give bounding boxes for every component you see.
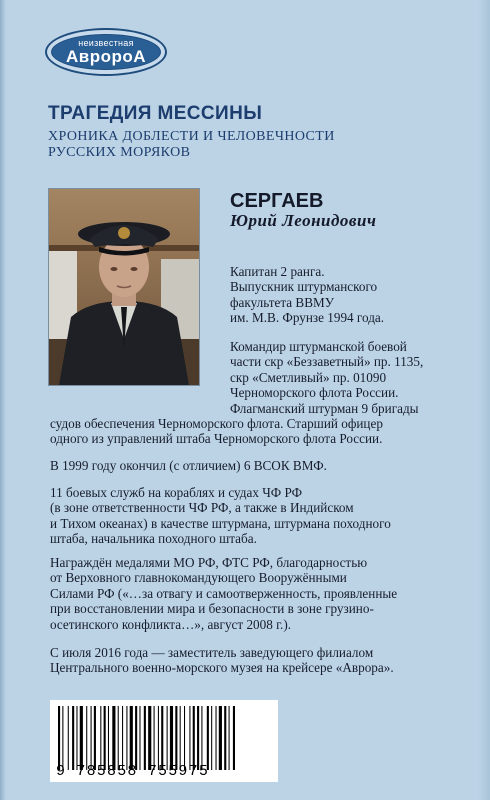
barcode-bars [50,706,278,770]
bio-line: судов обеспечения Черноморского флота. Старший офицер [50,416,383,431]
isbn-barcode [50,700,278,782]
barcode-bar [184,706,185,770]
barcode-digits: 9 785858 755975 [56,763,210,780]
barcode-bar [100,706,101,770]
barcode-bar [193,706,195,770]
bio-line: одного из управлений штаба Черноморского флота России. [50,431,383,447]
author-name: Юрий Леонидович [230,211,377,230]
bio-line: 11 боевых служб на кораблях и судах ЧФ РФ [50,485,303,500]
barcode-bar [189,706,190,770]
cover-edge [478,0,490,800]
logo-big-text: АвророА [65,47,147,66]
barcode-bar [58,706,60,770]
bio-line: (в зоне ответственности ЧФ РФ, а также в Индийском [50,500,354,516]
bio-line: и Тихом океанах) в качестве штурмана, штурмана походного [50,515,391,531]
barcode-bar [180,706,181,770]
bio-line: при восстановлении мира и безопасности в зоне грузино- [50,601,374,617]
barcode-bar [224,706,226,770]
bio-line: части скр «Беззаветный» пр. 1135, [230,354,424,370]
barcode-bar [158,706,159,770]
barcode-bar [68,706,69,770]
barcode-bar [126,706,127,770]
bio-line: факультета ВВМУ [230,294,335,310]
barcode-bar [219,706,222,770]
bio-line: Черноморского флота России. [230,385,399,401]
barcode-bar [86,706,87,770]
bio-paragraph [230,264,450,326]
barcode-bar [167,706,168,770]
barcode-bar [207,706,209,770]
bio-line: осетинского конфликта…», август 2008 г.). [50,616,292,632]
publisher-logo [45,28,167,76]
bio-line: Центрального военно-морского музея на крейсере «Аврора». [50,660,394,676]
bio-line: скр «Сметливый» пр. 01090 [230,369,387,385]
barcode-bar [80,706,83,770]
barcode-bar [229,706,230,770]
bio-paragraph [50,485,460,547]
subtitle-line: РУССКИХ МОРЯКОВ [48,145,191,160]
bio-line: Силами РФ («…за отвагу и самоотверженность, проявленные [50,585,398,601]
barcode-bar [130,706,133,770]
barcode-bar [161,706,163,770]
bio-line: Капитан 2 ранга. [230,264,325,279]
bio-paragraph [50,458,460,473]
barcode-bar [76,706,77,770]
barcode-bar [233,706,235,770]
subtitle-line: ХРОНИКА ДОБЛЕСТИ И ЧЕЛОВЕЧНОСТИ [48,129,335,144]
bio-line: Флагманский штурман 9 бригады [230,400,419,416]
logo-small-text: неизвестная [78,38,134,48]
spine-edge [0,0,6,800]
barcode-bar [135,706,137,770]
bio-line: В 1999 году окончил (с отличием) 6 ВСОК ВМФ. [50,458,327,473]
barcode-bar [72,706,74,770]
barcode-bar [112,706,115,770]
bio-paragraph [50,416,460,447]
bio-paragraph [230,339,460,416]
barcode-bar [201,706,202,770]
bio-line: от Верховного главнокомандующего Вооружёнными [50,570,347,586]
barcode-bar [148,706,151,770]
barcode-bar [108,706,109,770]
book-subtitle [48,129,428,161]
barcode-bar [118,706,119,770]
barcode-bar [91,706,92,770]
barcode-bar [154,706,155,770]
barcode-bar [211,706,212,770]
bio-paragraph [50,555,460,632]
barcode-bar [62,706,63,770]
book-title: ТРАГЕДИЯ МЕССИНЫ [48,103,263,124]
barcode-bar [170,706,173,770]
barcode-bar [216,706,217,770]
bio-line: Командир штурманской боевой [230,339,407,354]
barcode-bar [104,706,106,770]
barcode-bar [197,706,199,770]
barcode-bar [144,706,146,770]
author-photo [48,188,200,386]
barcode-bar [139,706,140,770]
bio-line: Выпускник штурманского [230,279,378,295]
bio-paragraph [50,645,470,676]
barcode-bar [94,706,96,770]
barcode-bar [122,706,123,770]
author-surname: СЕРГАЕВ [230,190,324,212]
bio-line: С июля 2016 года — заместитель заведующего филиалом [50,645,374,660]
bio-line: им. М.В. Фрунзе 1994 года. [230,310,385,326]
bio-line: Награждён медалями МО РФ, ФТС РФ, благодарностью [50,555,368,570]
bio-line: штаба, начальника походного штаба. [50,531,257,547]
barcode-bar [175,706,177,770]
